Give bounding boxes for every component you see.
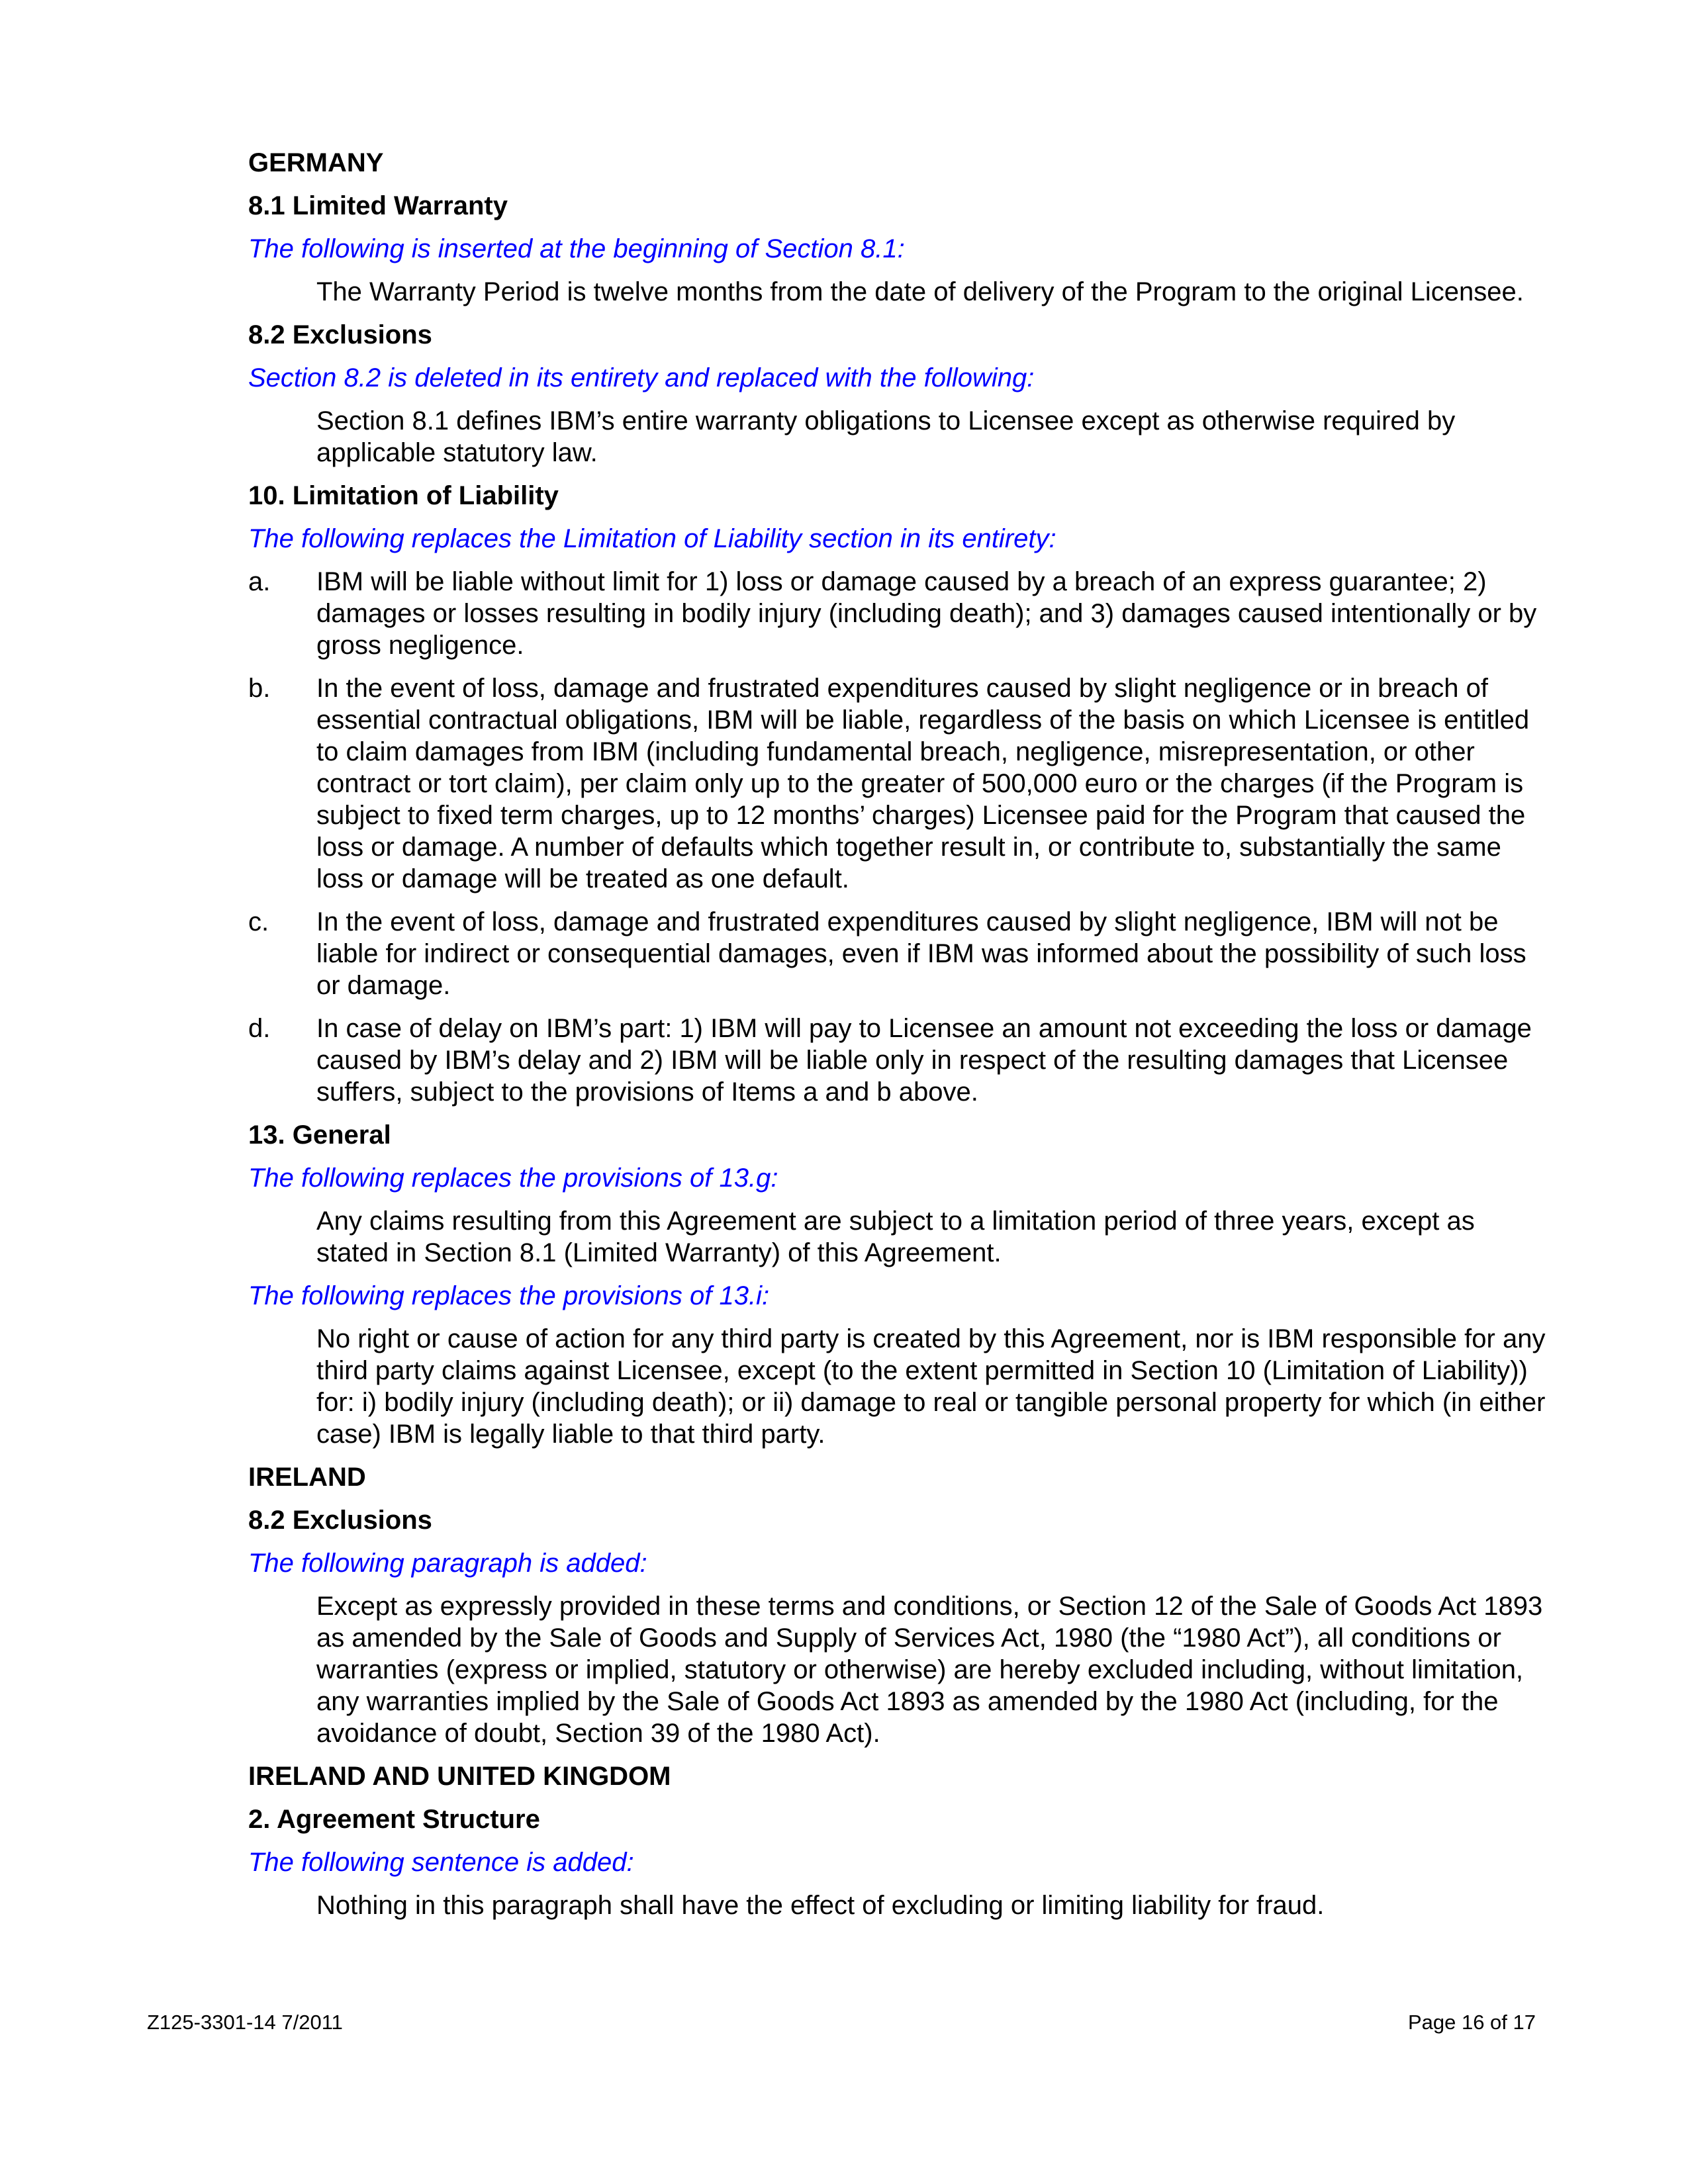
paragraph-ireland-uk-2: Nothing in this paragraph shall have the effect of excluding or limiting liability for fraud.: [316, 1891, 1325, 1920]
section-heading-10: 10. Limitation of Liability: [248, 481, 559, 510]
country-heading-ireland-uk: IRELAND AND UNITED KINGDOM: [248, 1762, 671, 1791]
paragraph-8-1: The Warranty Period is twelve months from the date of delivery of the Program to the original Licensee.: [316, 277, 1524, 306]
list-item: [248, 906, 1546, 1001]
instruction-8-1: The following is inserted at the beginning of Section 8.1:: [248, 234, 905, 263]
country-heading-germany: GERMANY: [248, 148, 384, 177]
instruction-ireland-8-2: The following paragraph is added:: [248, 1549, 647, 1578]
footer-page-number: Page 16 of 17: [1407, 2011, 1536, 2034]
section-heading-8-2: 8.2 Exclusions: [248, 320, 432, 349]
instruction-13-g: The following replaces the provisions of 13.g:: [248, 1163, 778, 1193]
list-item-text: In the event of loss, damage and frustrated expenditures caused by slight negligence, IBM will not be liable for indirect or consequential damages, even if IBM was informed about the possibility of such loss or damage.: [316, 907, 1526, 1000]
paragraph-ireland-8-2: Except as expressly provided in these terms and conditions, or Section 12 of the Sale of Goods Act 1893 as amended by the Sale of Goods and Supply of Services Act, 1980 (the “1980 Act”), all conditions or warranties (express or implied, statutory or otherwise) are hereby excluded including, without limitation, any warranties implied by the Sale of Goods Act 1893 as amended by the 1980 Act (including, for the avoidance of doubt, Section 39 of the 1980 Act).: [316, 1592, 1543, 1748]
list-item-text: In case of delay on IBM’s part: 1) IBM will pay to Licensee an amount not exceeding the loss or damage caused by IBM’s delay and 2) IBM will be liable only in respect of the resulting damages that Licensee suffers, subject to the provisions of Items a and b above.: [316, 1014, 1532, 1107]
country-heading-ireland: IRELAND: [248, 1463, 366, 1492]
list-item: [248, 566, 1546, 661]
instruction-10: The following replaces the Limitation of Liability section in its entirety:: [248, 524, 1056, 553]
instruction-8-2: Section 8.2 is deleted in its entirety and replaced with the following:: [248, 363, 1035, 392]
section-heading-ireland-8-2: 8.2 Exclusions: [248, 1506, 432, 1535]
paragraph-13-g: Any claims resulting from this Agreement are subject to a limitation period of three years, except as stated in Section 8.1 (Limited Warranty) of this Agreement.: [316, 1206, 1475, 1267]
list-item-letter: c.: [248, 907, 269, 936]
list-item: [248, 1013, 1546, 1108]
instruction-13-i: The following replaces the provisions of 13.i:: [248, 1281, 770, 1310]
instruction-ireland-uk-2: The following sentence is added:: [248, 1848, 634, 1877]
list-item-text: In the event of loss, damage and frustrated expenditures caused by slight negligence or in breach of essential contractual obligations, IBM will be liable, regardless of the basis on which Licensee is entitled to claim damages from IBM (including fundamental breach, negligence, misrepresentation, or other contract or tort claim), per claim only up to the greater of 500,000 euro or the charges (if the Program is subject to fixed term charges, up to 12 months’ charges) Licensee paid for the Program that caused the loss or damage. A number of defaults which together result in, or contribute to, substantially the same loss or damage will be treated as one default.: [316, 674, 1530, 893]
section-heading-13: 13. General: [248, 1120, 391, 1150]
list-item-text: IBM will be liable without limit for 1) loss or damage caused by a breach of an express guarantee; 2) damages or losses resulting in bodily injury (including death); and 3) damages caused intentionally or by gross negligence.: [316, 567, 1537, 660]
list-item-letter: a.: [248, 567, 271, 596]
list-item-letter: b.: [248, 674, 271, 703]
paragraph-8-2: Section 8.1 defines IBM’s entire warranty obligations to Licensee except as otherwise required by applicable statutory law.: [316, 406, 1456, 467]
footer-document-id: Z125-3301-14 7/2011: [147, 2011, 343, 2034]
section-heading-ireland-uk-2: 2. Agreement Structure: [248, 1805, 540, 1834]
list-item: [248, 672, 1546, 895]
section-heading-8-1: 8.1 Limited Warranty: [248, 191, 508, 220]
document-page: [248, 147, 1546, 1933]
list-item-letter: d.: [248, 1014, 271, 1043]
paragraph-13-i: No right or cause of action for any third party is created by this Agreement, nor is IBM responsible for any third party claims against Licensee, except (to the extent permitted in Section 10 (Limitation of Liability)) for: i) bodily injury (including death); or ii) damage to real or tangible personal property for which (in either case) IBM is legally liable to that third party.: [316, 1324, 1546, 1449]
